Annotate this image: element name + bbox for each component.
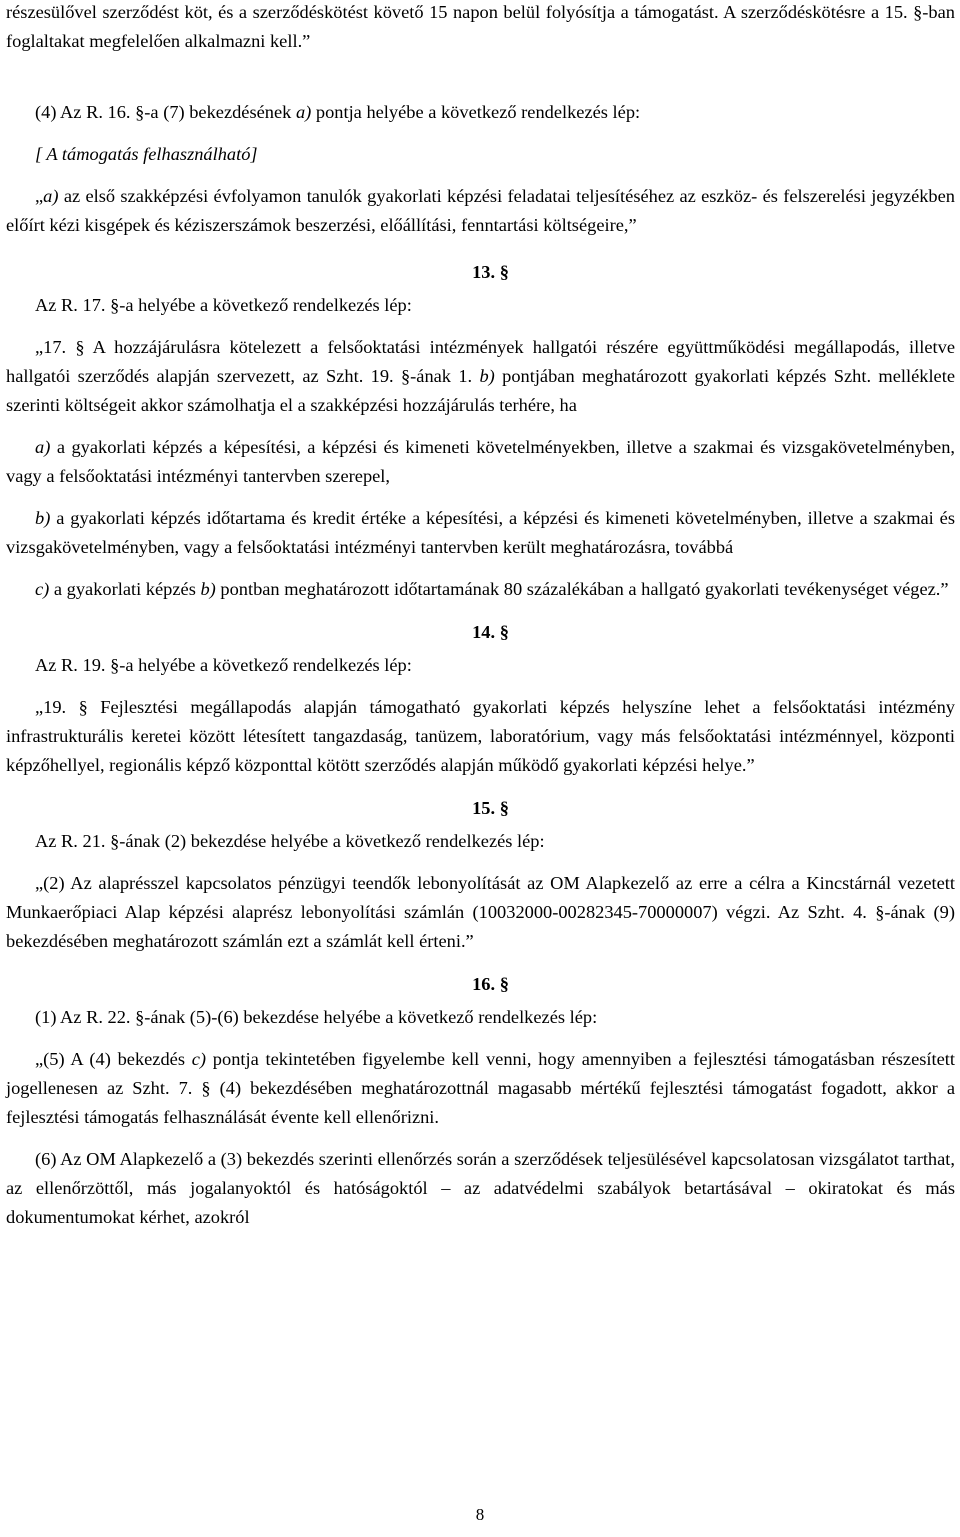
paragraph-intro: részesülővel szerződést köt, és a szerződéskötést követő 15 napon belül folyósítja a támogatást. A szerződéskötésre a 15. §-ban foglaltakat megfelelően alkalmazni kell.” xyxy=(6,2,955,51)
point-b: b) a gyakorlati képzés időtartama és kredit értéke a képesítési, a képzési és kimeneti követelményben, illetve a szakmai és vizsgakövetelményben, vagy a felsőoktatási intézményi tantervben került meghatározásra, továbbá xyxy=(6,508,955,557)
quoted-5: „(5) A (4) bekezdés c) pontja tekintetében figyelembe kell venni, hogy amennyiben a fejlesztési támogatásban részesített jogellenesen az Szht. 7. § (4) bekezdésében meghatározottnál magasabb mértékű fejlesztési támogatást fogadott, akkor a fejlesztési támogatás felhasználását évente kell ellenőrizni. xyxy=(6,1049,956,1127)
paragraph-r19: Az R. 19. §-a helyébe a következő rendelkezés lép: xyxy=(35,655,412,675)
section-16-heading: 16. § xyxy=(472,974,509,994)
point-a: a) a gyakorlati képzés a képesítési, a képzési és kimeneti követelményekben, illetve a szakmai és vizsgakövetelményben, vagy a felsőoktatási intézményi tantervben szerepel, xyxy=(6,437,955,486)
paragraph-6: (6) Az OM Alapkezelő a (3) bekezdés szerinti ellenőrzés során a szerződések teljesülésével kapcsolatosan vizsgálatot tarthat, az ellenőrzöttől, más jogalanyoktól és hatóságoktól – az adatvédelmi szabályok betartásával – okiratokat és más dokumentumokat kérhet, azokról xyxy=(6,1149,955,1227)
bracket-note: [ A támogatás felhasználható] xyxy=(35,144,258,164)
quoted-17: „17. § A hozzájárulásra kötelezett a felsőoktatási intézmények hallgatói részére együttműködési megállapodás, illetve hallgatói szerződés alapján szervezett, az Szht. 19. §-ának 1. b) pontjában meghatározott gyakorlati képzés Szht. melléklete szerinti költségeit akkor számolhatja el a szakképzési hozzájárulás terhére, ha xyxy=(6,337,955,415)
section-13-heading: 13. § xyxy=(472,262,509,282)
quoted-19: „19. § Fejlesztési megállapodás alapján támogatható gyakorlati képzés helyszíne lehet a felsőoktatási intézmény infrastrukturális keretei között létesített tangazdaság, tanüzem, laboratórium, vagy más felsőoktatási intézménnyel, központi képzőhellyel, regionális képző központtal kötött szerződés alapján működő gyakorlati képzési helye.” xyxy=(6,697,955,775)
section-15-heading: 15. § xyxy=(472,798,509,818)
quoted-a: „a) az első szakképzési évfolyamon tanulók gyakorlati képzési feladatai teljesítéséhez az eszköz- és felszerelési jegyzékben előírt kézi kisgépek és kéziszerszámok beszerzési, előállítási, fenntartási költségeire,” xyxy=(6,186,955,235)
paragraph-r22: (1) Az R. 22. §-ának (5)-(6) bekezdése helyébe a következő rendelkezés lép: xyxy=(35,1007,598,1027)
paragraph-4: (4) Az R. 16. §-a (7) bekezdésének a) pontja helyébe a következő rendelkezés lép: xyxy=(35,102,641,122)
paragraph-r17: Az R. 17. §-a helyébe a következő rendelkezés lép: xyxy=(35,295,412,315)
quoted-2: „(2) Az alaprésszel kapcsolatos pénzügyi teendők lebonyolítását az OM Alapkezelő az erre a célra a Kincstárnál vezetett Munkaerőpiaci Alap képzési alaprész lebonyolítási számlán (10032000-00282345-70000007) végzi. Az Szht. 4. §-ának (9) bekezdésében meghatározott számlán ezt a számlát kell érteni.” xyxy=(6,873,955,951)
point-c: c) a gyakorlati képzés b) pontban meghatározott időtartamának 80 százalékában a hallgató gyakorlati tevékenységet végez.” xyxy=(35,579,949,599)
paragraph-r21: Az R. 21. §-ának (2) bekezdése helyébe a következő rendelkezés lép: xyxy=(35,831,545,851)
section-14-heading: 14. § xyxy=(472,622,509,642)
page-number: 8 xyxy=(475,1505,485,1524)
